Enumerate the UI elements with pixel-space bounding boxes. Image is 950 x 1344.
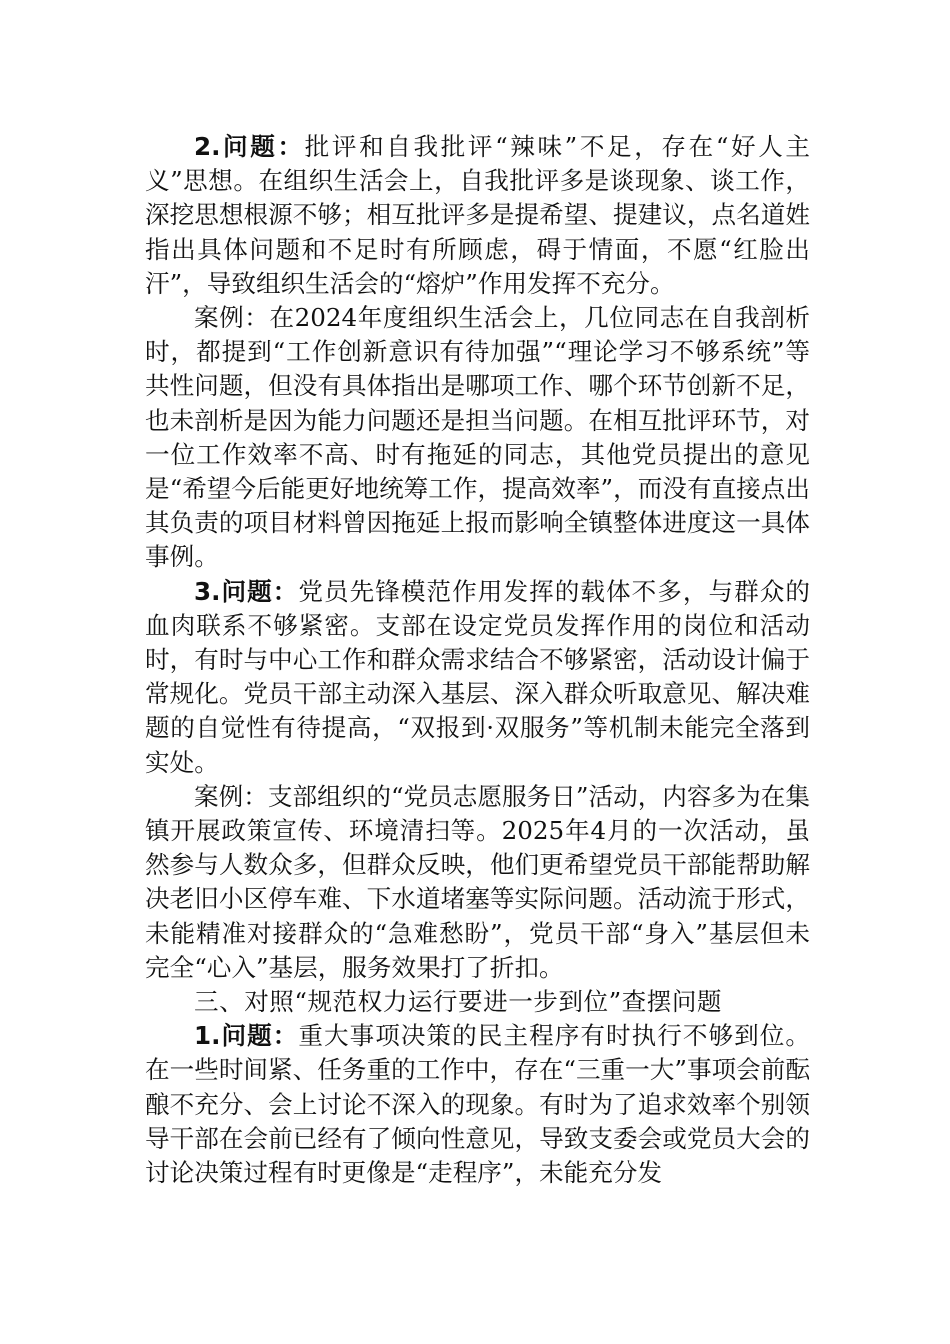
paragraph-problem-3 <box>145 575 810 780</box>
problem-label: 2.问题： <box>194 132 305 161</box>
problem-label: 3.问题： <box>194 576 299 606</box>
paragraph-text: 重大事项决策的民主程序有时执行不够到位。在一些时间紧、任务重的工作中，存在“三重一大”事项会前酝酿不充分、会上讨论不深入的现象。有时为了追求效率个别领导干部在会前已经有了倾向性意见，导致支委会或党员大会的讨论决策过程有时更像是“走程序”，未能充分发 <box>145 1021 810 1188</box>
paragraph-case-1 <box>145 301 810 575</box>
section-heading: 三、对照“规范权力运行要进一步到位”查摆问题 <box>194 987 723 1017</box>
document-body <box>145 130 810 1190</box>
paragraph-case-2 <box>145 780 810 985</box>
problem-label: 1.问题： <box>194 1021 299 1051</box>
paragraph-problem-2 <box>145 130 810 301</box>
paragraph-text: 案例：支部组织的“党员志愿服务日”活动，内容多为在集镇开展政策宣传、环境清扫等。2025年4月的一次活动，虽然参与人数众多，但群众反映，他们更希望党员干部能帮助解决老旧小区停车难、下水道堵塞等实际问题。活动流于形式，未能精准对接群众的“急难愁盼”，党员干部“身入”基层但未完全“心入”基层，服务效果打了折扣。 <box>145 781 810 982</box>
paragraph-problem-1 <box>145 1019 810 1190</box>
paragraph-text: 案例：在2024年度组织生活会上，几位同志在自我剖析时，都提到“工作创新意识有待加强”“理论学习不够系统”等共性问题，但没有具体指出是哪项工作、哪个环节创新不足，也未剖析是因为能力问题还是担当问题。在相互批评环节，对一位工作效率不高、时有拖延的同志，其他党员提出的意见是“希望今后能更好地统筹工作，提高效率”，而没有直接点出其负责的项目材料曾因拖延上报而影响全镇整体进度这一具体事例。 <box>145 303 810 572</box>
paragraph-text: 党员先锋模范作用发挥的载体不多，与群众的血肉联系不够紧密。支部在设定党员发挥作用的岗位和活动时，有时与中心工作和群众需求结合不够紧密，活动设计偏于常规化。党员干部主动深入基层、深入群众听取意见、解决难题的自觉性有待提高，“双报到·双服务”等机制未能完全落到实处。 <box>145 576 810 777</box>
paragraph-text: 批评和自我批评“辣味”不足，存在“好人主义”思想。在组织生活会上，自我批评多是谈现象、谈工作，深挖思想根源不够；相互批评多是提希望、提建议，点名道姓指出具体问题和不足时有所顾虑，碍于情面，不愿“红脸出汗”，导致组织生活会的“熔炉”作用发挥不充分。 <box>145 132 810 298</box>
